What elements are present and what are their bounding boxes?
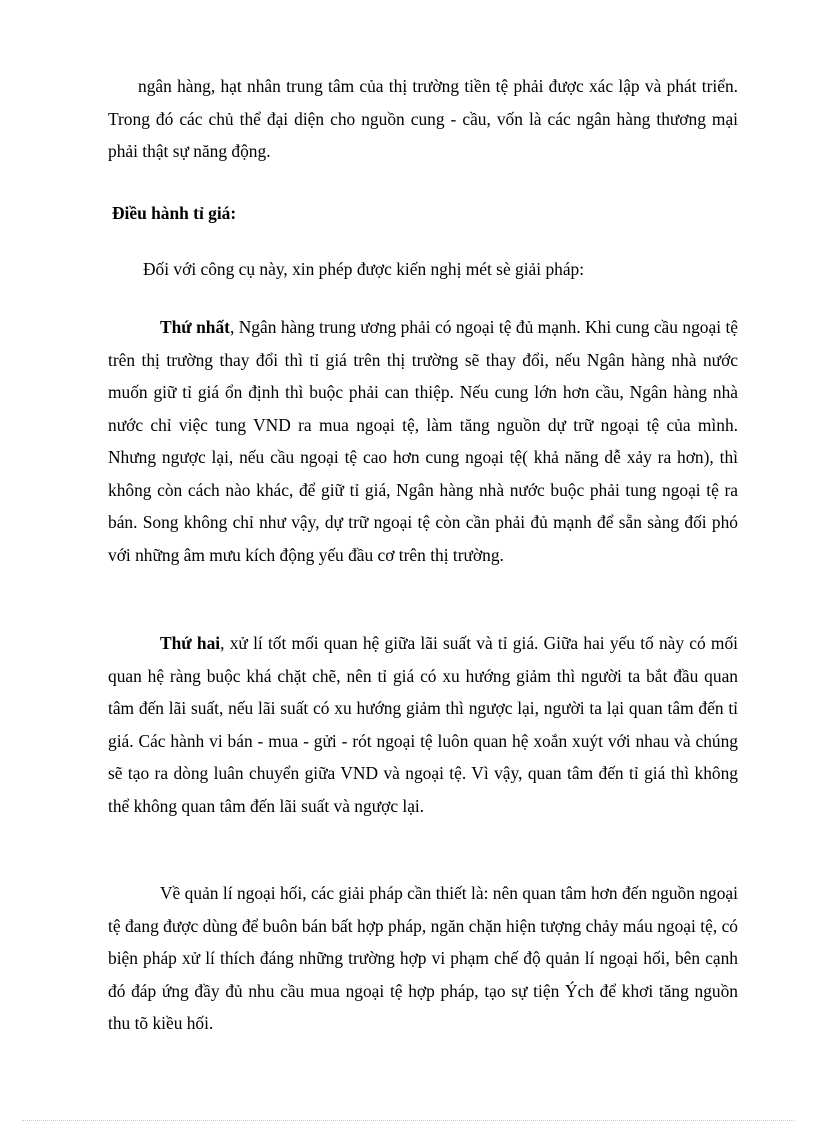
paragraph-text: ngân hàng, hạt nhân trung tâm của thị trường tiền tệ phải được xác lập và phát triển. Trong đó các chủ thể đại diện cho nguồn cung - cầu, vốn là các ngân hàng thương mại phải thật sự năng động. xyxy=(108,76,738,161)
paragraph-point-2 xyxy=(108,627,738,822)
forex-text: Về quản lí ngoại hối, các giải pháp cần thiết là: nên quan tâm hơn đến nguồn ngoại tệ đang được dùng để buôn bán bất hợp pháp, ngăn chặn hiện tượng chảy máu ngoại tệ, có biện pháp xử lí thích đáng những trường hợp vi phạm chế độ quản lí ngoại hối, bên cạnh đó đáp ứng đầy đủ nhu cầu mua ngoại tệ hợp pháp, tạo sự tiện Ých để khơi tăng nguồn thu tõ kiều hối. xyxy=(108,883,738,1033)
paragraph-point-1 xyxy=(108,311,738,571)
intro-line: Đối với công cụ này, xin phép được kiến nghị mét sè giải pháp: xyxy=(143,259,585,279)
point-1-lead: Thứ nhất xyxy=(160,317,230,337)
paragraph-forex-management xyxy=(108,877,738,1040)
page-bottom-divider xyxy=(22,1120,794,1121)
section-heading: Điều hành tỉ giá: xyxy=(112,203,237,223)
point-1-text: , Ngân hàng trung ương phải có ngoại tệ đủ mạnh. Khi cung cầu ngoại tệ trên thị trường thay đổi thì tỉ giá trên thị trường sẽ thay đổi, nếu Ngân hàng nhà nước muốn giữ tỉ giá ổn định thì buộc phải can thiệp. Nếu cung lớn hơn cầu, Ngân hàng nhà nước chỉ việc tung VND ra mua ngoại tệ, làm tăng nguồn dự trữ ngoại tệ của mình. Nhưng ngược lại, nếu cầu ngoại tệ cao hơn cung ngoại tệ( khả năng dễ xảy ra hơn), thì không còn cách nào khác, để giữ tỉ giá, Ngân hàng nhà nước buộc phải tung ngoại tệ ra bán. Song không chỉ như vậy, dự trữ ngoại tệ còn cần phải đủ mạnh để sẵn sàng đối phó với những âm mưu kích động yếu đầu cơ trên thị trường. xyxy=(108,317,738,565)
point-2-text: , xử lí tốt mối quan hệ giữa lãi suất và tỉ giá. Giữa hai yếu tố này có mối quan hệ ràng buộc khá chặt chẽ, nên tỉ giá có xu hướng giảm thì người ta bắt đầu quan tâm đến lãi suất, nếu lãi suất có xu hướng giảm thì ngược lại, người ta lại quan tâm đến tỉ giá. Các hành vi bán - mua - gửi - rót ngoại tệ luôn quan hệ xoắn xuýt với nhau và chúng sẽ tạo ra dòng luân chuyển giữa VND và ngoại tệ. Vì vậy, quan tâm đến tỉ giá thì không thể không quan tâm đến lãi suất và ngược lại. xyxy=(108,633,738,816)
point-2-lead: Thứ hai xyxy=(160,633,221,653)
paragraph-banking-market xyxy=(108,70,738,168)
